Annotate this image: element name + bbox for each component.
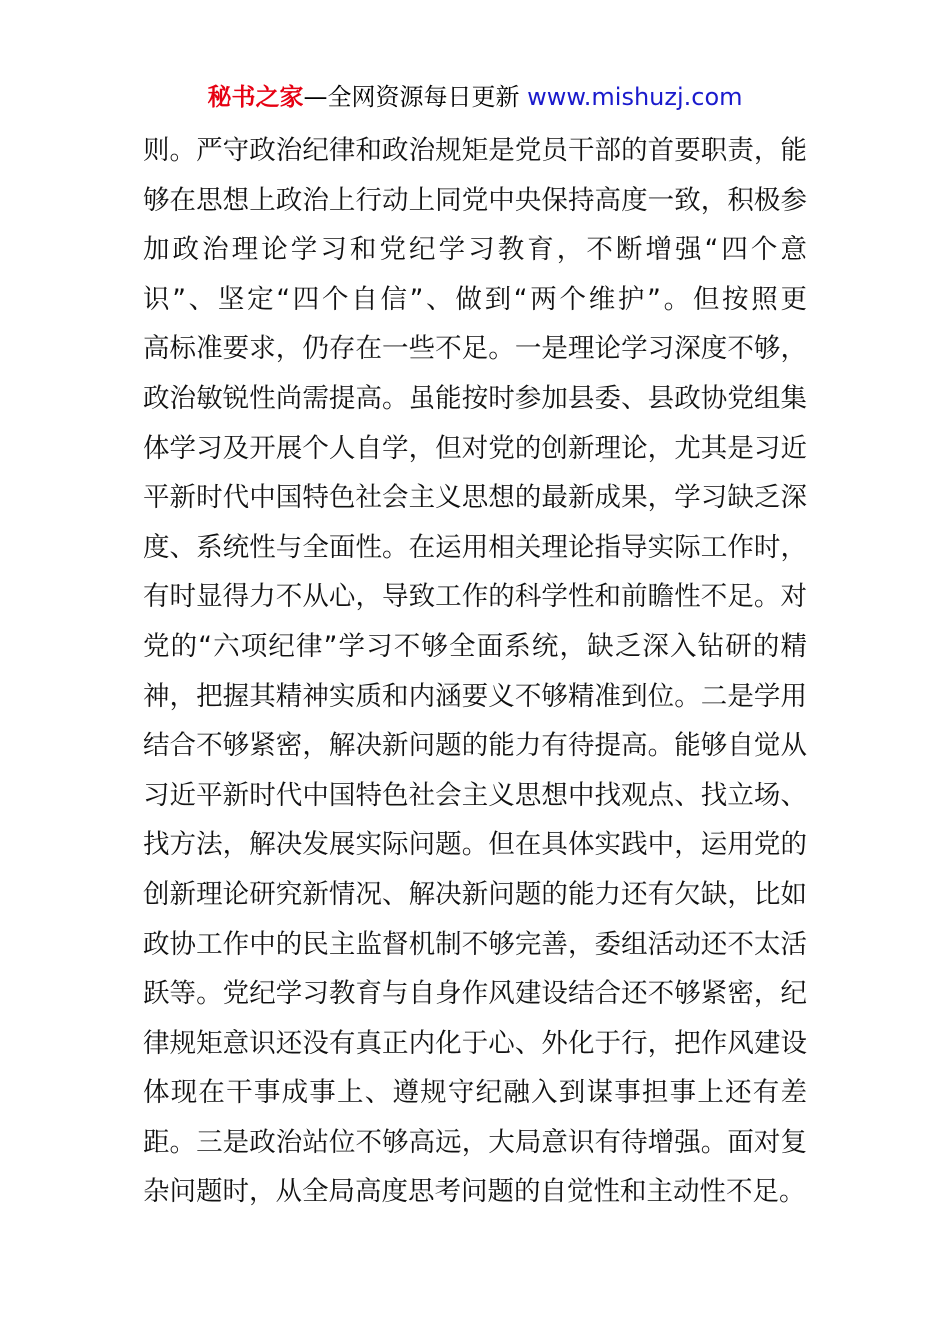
text-line: 政治敏锐性尚需提高。虽能按时参加县委、县政协党组集	[143, 382, 807, 414]
text-line: 找方法，解决发展实际问题。但在具体实践中，运用党的	[143, 829, 807, 861]
text-line: 体现在干事成事上、遵规守纪融入到谋事担事上还有差	[143, 1077, 807, 1109]
page-header	[0, 80, 950, 114]
text-line: 够在思想上政治上行动上同党中央保持高度一致，积极参	[143, 184, 807, 216]
text-line: 识”、坚定“四个自信”、做到“两个维护”。但按照更	[143, 283, 807, 315]
text-line: 度、系统性与全面性。在运用相关理论指导实际工作时，	[143, 531, 807, 563]
text-line: 距。三是政治站位不够高远，大局意识有待增强。面对复	[143, 1126, 807, 1158]
body-paragraph	[143, 126, 807, 1217]
text-line: 律规矩意识还没有真正内化于心、外化于行，把作风建设	[143, 1027, 807, 1059]
text-line: 则。严守政治纪律和政治规矩是党员干部的首要职责，能	[143, 135, 807, 166]
header-brand: 秘书之家	[207, 83, 304, 111]
text-line: 加政治理论学习和党纪学习教育，不断增强“四个意	[143, 234, 807, 266]
header-url-link[interactable]: www.mishuzj.com	[527, 83, 743, 111]
text-line: 高标准要求，仍存在一些不足。一是理论学习深度不够，	[143, 333, 807, 365]
text-line: 党的“六项纪律”学习不够全面系统，缺乏深入钻研的精	[143, 630, 807, 662]
text-line: 习近平新时代中国特色社会主义思想中找观点、找立场、	[143, 779, 807, 811]
text-line: 跃等。党纪学习教育与自身作风建设结合还不够紧密，纪	[143, 978, 807, 1010]
header-tagline: —全网资源每日更新	[303, 83, 528, 111]
text-line: 体学习及开展个人自学，但对党的创新理论，尤其是习近	[143, 432, 807, 464]
text-line: 平新时代中国特色社会主义思想的最新成果，学习缺乏深	[143, 482, 807, 514]
text-line: 创新理论研究新情况、解决新问题的能力还有欠缺，比如	[143, 878, 807, 910]
text-line: 有时显得力不从心，导致工作的科学性和前瞻性不足。对	[143, 581, 807, 613]
text-line: 神，把握其精神实质和内涵要义不够精准到位。二是学用	[143, 680, 807, 712]
text-line: 结合不够紧密，解决新问题的能力有待提高。能够自觉从	[143, 730, 807, 762]
text-line: 政协工作中的民主监督机制不够完善，委组活动还不太活	[143, 928, 807, 960]
text-line: 杂问题时，从全局高度思考问题的自觉性和主动性不足。	[143, 1176, 806, 1208]
